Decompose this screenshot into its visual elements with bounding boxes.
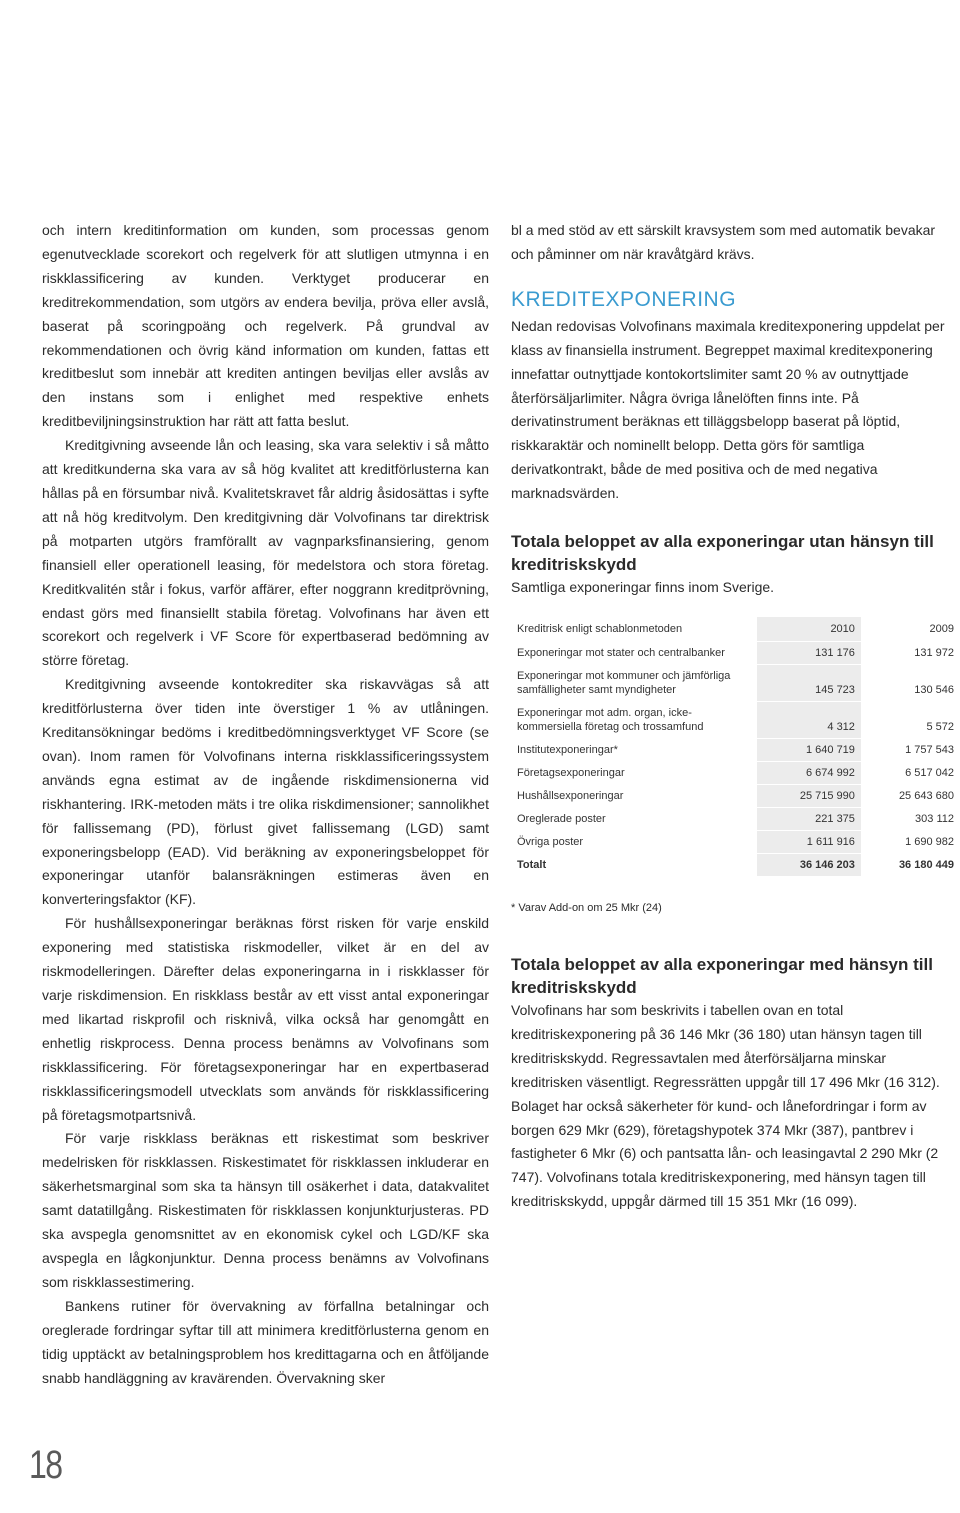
second-paragraph: Volvofinans har som beskrivits i tabellen ovan en total kreditriskexponering på 36 146 Mkr (36 180) utan hänsyn tagen till kreditriskskydd. Regressavtalen med återförsäljarna minskar kreditrisken väsentligt. Regressrätten uppgår till 17 496 Mkr (16 312). Bolaget har också säkerheter för kund- och lånefordringar i form av borgen 629 Mkr (629), företagshypotek 374 Mkr (387), pantbrev i fastigheter 6 Mkr (6) och pantsatta lån- och leasingavtal 2 290 Mkr (2 747). Volvofinans totala kreditriskexponering, med hänsyn tagen till kreditriskskydd, uppgår därmed till 15 351 Mkr (16 099). <box>511 1001 940 1210</box>
total-value-2009: 36 180 449 <box>861 853 960 876</box>
section-title: KREDITEXPONERING <box>511 287 737 311</box>
body-paragraph: och intern kreditinformation om kunden, som processas genom egenutvecklade scorekort och regelverk för att slutligen utmynna i en riskklassificering av kunden. Verktyget producerar en kreditrekommendation, som utgörs av endera bevilja, pröva eller avslå, baserat på scoringpoäng och regelverk. På grundval av rekommendationen och övrig känd information om kunden, fattas ett kreditbeslut som innebär att krediten antingen beviljas eller avslås av den instans som i enlighet med respektive enhets kreditbeviljningsinstruktion har rätt att fatta beslut. <box>42 222 489 430</box>
row-label: Företagsexponeringar <box>511 761 757 784</box>
intro-paragraph: bl a med stöd av ett särskilt kravsystem som med automatik bevakar och påminner om när kravåtgärd krävs. <box>511 222 936 262</box>
row-label: Hushållsexponeringar <box>511 784 757 807</box>
row-value-2009: 1 690 982 <box>861 830 960 853</box>
header-label: Kreditrisk enligt schablonmetoden <box>511 617 757 642</box>
table-subtitle: Samtliga exponeringar finns inom Sverige. <box>511 579 775 596</box>
right-column <box>511 219 960 1214</box>
total-value-2010: 36 146 203 <box>757 853 861 876</box>
row-value-2009: 130 546 <box>861 664 960 701</box>
table-row <box>511 738 960 761</box>
row-label: Exponeringar mot adm. organ, icke-kommersiella företag och trossamfund <box>511 701 757 738</box>
row-value-2010: 1 611 916 <box>757 830 861 853</box>
row-value-2010: 131 176 <box>757 641 861 664</box>
row-value-2009: 6 517 042 <box>861 761 960 784</box>
row-value-2010: 6 674 992 <box>757 761 861 784</box>
row-value-2010: 145 723 <box>757 664 861 701</box>
row-label: Övriga poster <box>511 830 757 853</box>
row-value-2009: 1 757 543 <box>861 738 960 761</box>
body-paragraph: Kreditgivning avseende lån och leasing, ska vara selektiv i så måtto att kreditkunderna ska vara av så hög kvalitet att kreditförlusterna kan hållas på en försumbar nivå. Kvalitetskravet får aldrig åsidosättas i syfte att nå hög kreditvolym. Den kreditgivning där Volvofinans tar direktrisk på motparten utgörs framförallt av vagnparksfinansiering, genom finansiell eller operationell leasing, för medelstora och stora företag. Kreditkvalitén står i fokus, varför affärer, efter noggrann kreditprövning, endast görs med finansiellt stabila företag. Volvofinans har även ett scorekort och regelverk i VF Score för expertbaserad bedömning av större företag. <box>42 437 489 669</box>
row-label: Institutexponeringar* <box>511 738 757 761</box>
table-title: Totala beloppet av alla exponeringar utan hänsyn till kreditriskskydd <box>511 532 934 575</box>
body-paragraph: Bankens rutiner för övervakning av förfallna betalningar och oreglerade fordringar syftar till att minimera kreditförlusterna genom en tidig upptäckt av betalningsproblem hos kredittagarna och en åtföljande snabb handläggning av kravärenden. Övervakning sker <box>42 1297 489 1386</box>
table-row <box>511 830 960 853</box>
row-label: Exponeringar mot stater och centralbanker <box>511 641 757 664</box>
row-value-2009: 25 643 680 <box>861 784 960 807</box>
table-row <box>511 701 960 738</box>
credit-exposure-table <box>511 617 960 877</box>
row-value-2009: 131 972 <box>861 641 960 664</box>
header-2010: 2010 <box>757 617 861 642</box>
body-paragraph: För varje riskklass beräknas ett riskestimat som beskriver medelrisken för riskklassen. Riskestimatet för riskklassen inkluderar en säkerhetsmarginal som ska ta hänsyn till osäkerhet i data, datakvalitet samt datatillgång. Riskestimaten för riskklassen konjunkturjusteras. PD ska avspegla genomsnittet av en ekonomisk cykel och LGD/KF ska avspegla en lågkonjunktur. Denna process benämns av Volvofinans som riskklassestimering. <box>42 1130 489 1290</box>
table-row <box>511 664 960 701</box>
body-paragraph: Kreditgivning avseende kontokrediter ska riskavvägas så att kreditförlusterna över tiden inte överstiger 1 % av utlåningen. Kreditansökningar bedöms i kreditbedömningsverktyget VF Score (se ovan). Inom ramen för Volvofinans interna riskklassificeringssystem används egna estimat av de ingående riskdimensionerna vid riskhantering. IRK-metoden mäts i tre olika riskdimensioner; sannolikhet för fallissemang (PD), förlust givet fallissemang (LGD) samt exponeringsbelopp (EAD). Vid beräkning av exponeringsbeloppet för exponeringar utanför balansräkningen estimeras även en konverteringsfaktor (KF). <box>42 676 489 908</box>
table-row <box>511 641 960 664</box>
table-footnote: * Varav Add-on om 25 Mkr (24) <box>511 901 662 914</box>
row-value-2010: 221 375 <box>757 807 861 830</box>
table-row <box>511 784 960 807</box>
second-title: Totala beloppet av alla exponeringar med hänsyn till kreditriskskydd <box>511 954 933 997</box>
body-paragraph: För hushållsexponeringar beräknas först risken för varje enskild exponering med statistiska riskmodeller, vilket är en del av riskmodelleringen. Därefter delas exponeringarna in i riskklasser för varje riskdimension. En riskklass består av ett visst antal exponeringar med likartad riskprofil och risknivå, vilka också har genomgått en enhetlig riskprocess. Denna process benämns av Volvofinans som riskklassificering. För företagsexponeringar har en expertbaserad riskklassificeringsmodell utvecklats som används för riskklassificering på företagsmotpartsnivå. <box>42 915 489 1123</box>
table-row <box>511 807 960 830</box>
row-value-2010: 4 312 <box>757 701 861 738</box>
header-2009: 2009 <box>861 617 960 642</box>
row-value-2010: 1 640 719 <box>757 738 861 761</box>
table-total-row <box>511 853 960 876</box>
row-label: Oreglerade poster <box>511 807 757 830</box>
row-label: Exponeringar mot kommuner och jämförliga samfälligheter samt myndigheter <box>511 664 757 701</box>
left-column <box>42 219 489 1390</box>
table-header-row <box>511 617 960 642</box>
section-paragraph: Nedan redovisas Volvofinans maximala kreditexponering uppdelat per klass av finansiella instrument. Begreppet maximal kreditexponering innefattar outnyttjade kontokortslimiter samt 20 % av outnyttjade återförsäljarlimiter. Några övriga lånelöften finns inte. På derivatinstrument beräknas ett tilläggsbelopp baserat på löptid, riskkaraktär och nominellt belopp. Detta görs för samtliga derivatkontrakt, både de med positiva och de med negativa marknadsvärden. <box>511 317 945 502</box>
row-value-2010: 25 715 990 <box>757 784 861 807</box>
row-value-2009: 5 572 <box>861 701 960 738</box>
total-label: Totalt <box>511 853 757 876</box>
row-value-2009: 303 112 <box>861 807 960 830</box>
table-row <box>511 761 960 784</box>
page-number: 18 <box>29 1443 62 1487</box>
